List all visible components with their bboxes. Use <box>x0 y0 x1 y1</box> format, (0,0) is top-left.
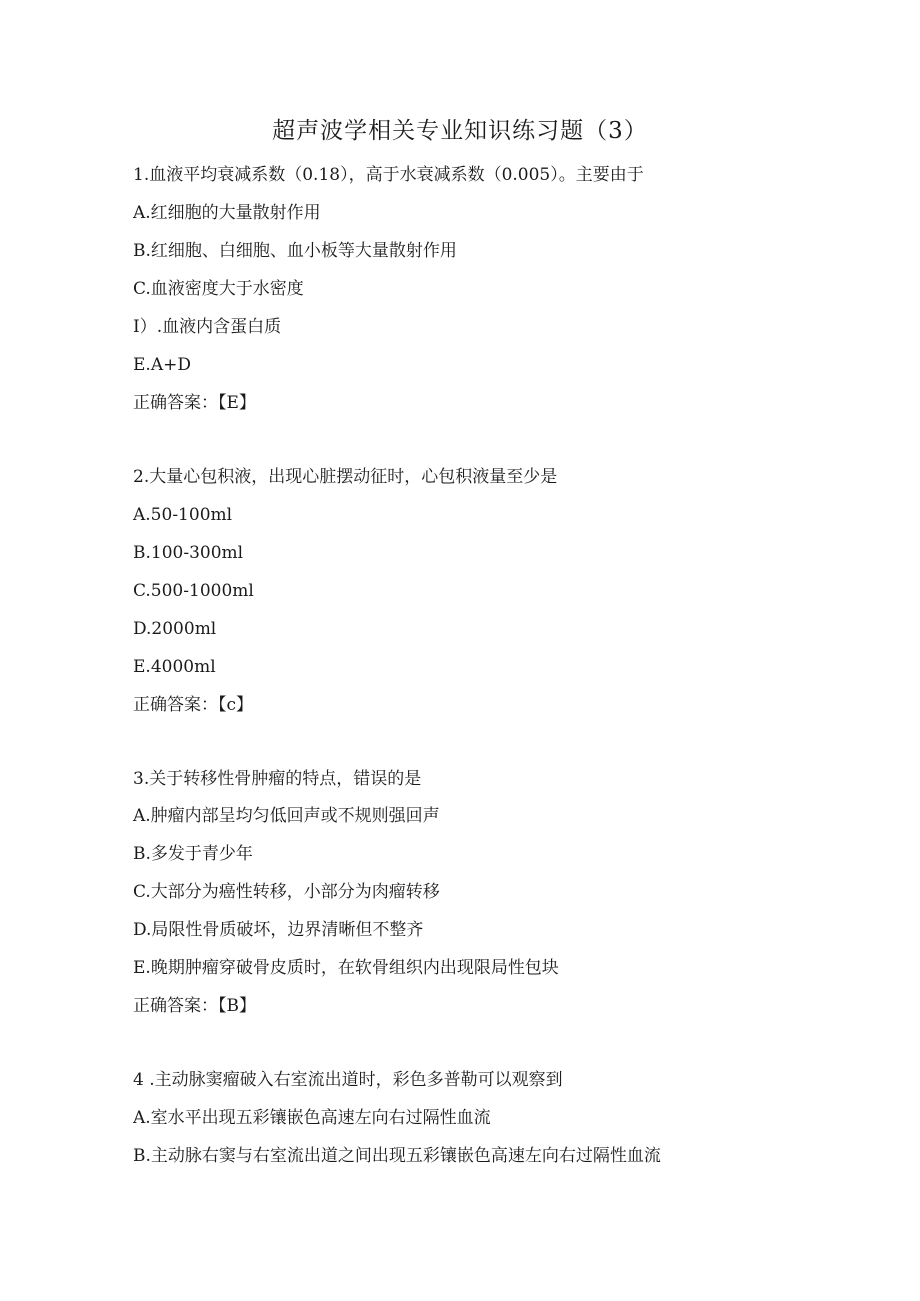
question-2-option-c: C.500-1000ml <box>133 581 254 601</box>
question-1-option-a: A.红细胞的大量散射作用 <box>133 203 321 223</box>
question-3-stem: 3.关于转移性骨肿瘤的特点，错误的是 <box>133 769 422 789</box>
question-2-option-d: D.2000ml <box>133 619 217 639</box>
question-3-option-a: A.肿瘤内部呈均匀低回声或不规则强回声 <box>133 806 440 826</box>
question-2-stem: 2.大量心包积液，出现心脏摆动征时，心包积液量至少是 <box>133 467 558 487</box>
question-1-option-b: B.红细胞、白细胞、血小板等大量散射作用 <box>133 241 457 261</box>
question-1-stem: 1.血液平均衰减系数（0.18），高于水衰减系数（0.005）。主要由于 <box>133 165 644 185</box>
question-3-option-d: D.局限性骨质破坏，边界清晰但不整齐 <box>133 920 424 940</box>
question-1-option-c: C.血液密度大于水密度 <box>133 279 304 299</box>
question-3-answer: 正确答案：【B】 <box>133 996 256 1016</box>
question-2-option-a: A.50-100ml <box>133 505 233 525</box>
page-title: 超声波学相关专业知识练习题（3） <box>272 118 648 144</box>
question-3-option-e: E.晚期肿瘤穿破骨皮质时，在软骨组织内出现限局性包块 <box>133 958 559 978</box>
question-3-option-b: B.多发于青少年 <box>133 844 253 864</box>
question-1-answer: 正确答案：【E】 <box>133 393 256 413</box>
question-3-option-c: C.大部分为癌性转移，小部分为肉瘤转移 <box>133 882 440 902</box>
question-4-option-a: A.室水平出现五彩镶嵌色高速左向右过隔性血流 <box>133 1108 491 1128</box>
question-1-option-e: E.A+D <box>133 355 191 375</box>
question-4-option-b: B.主动脉右窦与右室流出道之间出现五彩镶嵌色高速左向右过隔性血流 <box>133 1146 661 1166</box>
question-4-stem: 4 .主动脉窦瘤破入右室流出道时，彩色多普勒可以观察到 <box>133 1070 563 1090</box>
question-2-answer: 正确答案：【c】 <box>133 695 254 715</box>
question-1-option-d: I）.血液内含蛋白质 <box>133 317 282 337</box>
question-2-option-e: E.4000ml <box>133 657 216 677</box>
question-2-option-b: B.100-300ml <box>133 543 244 563</box>
